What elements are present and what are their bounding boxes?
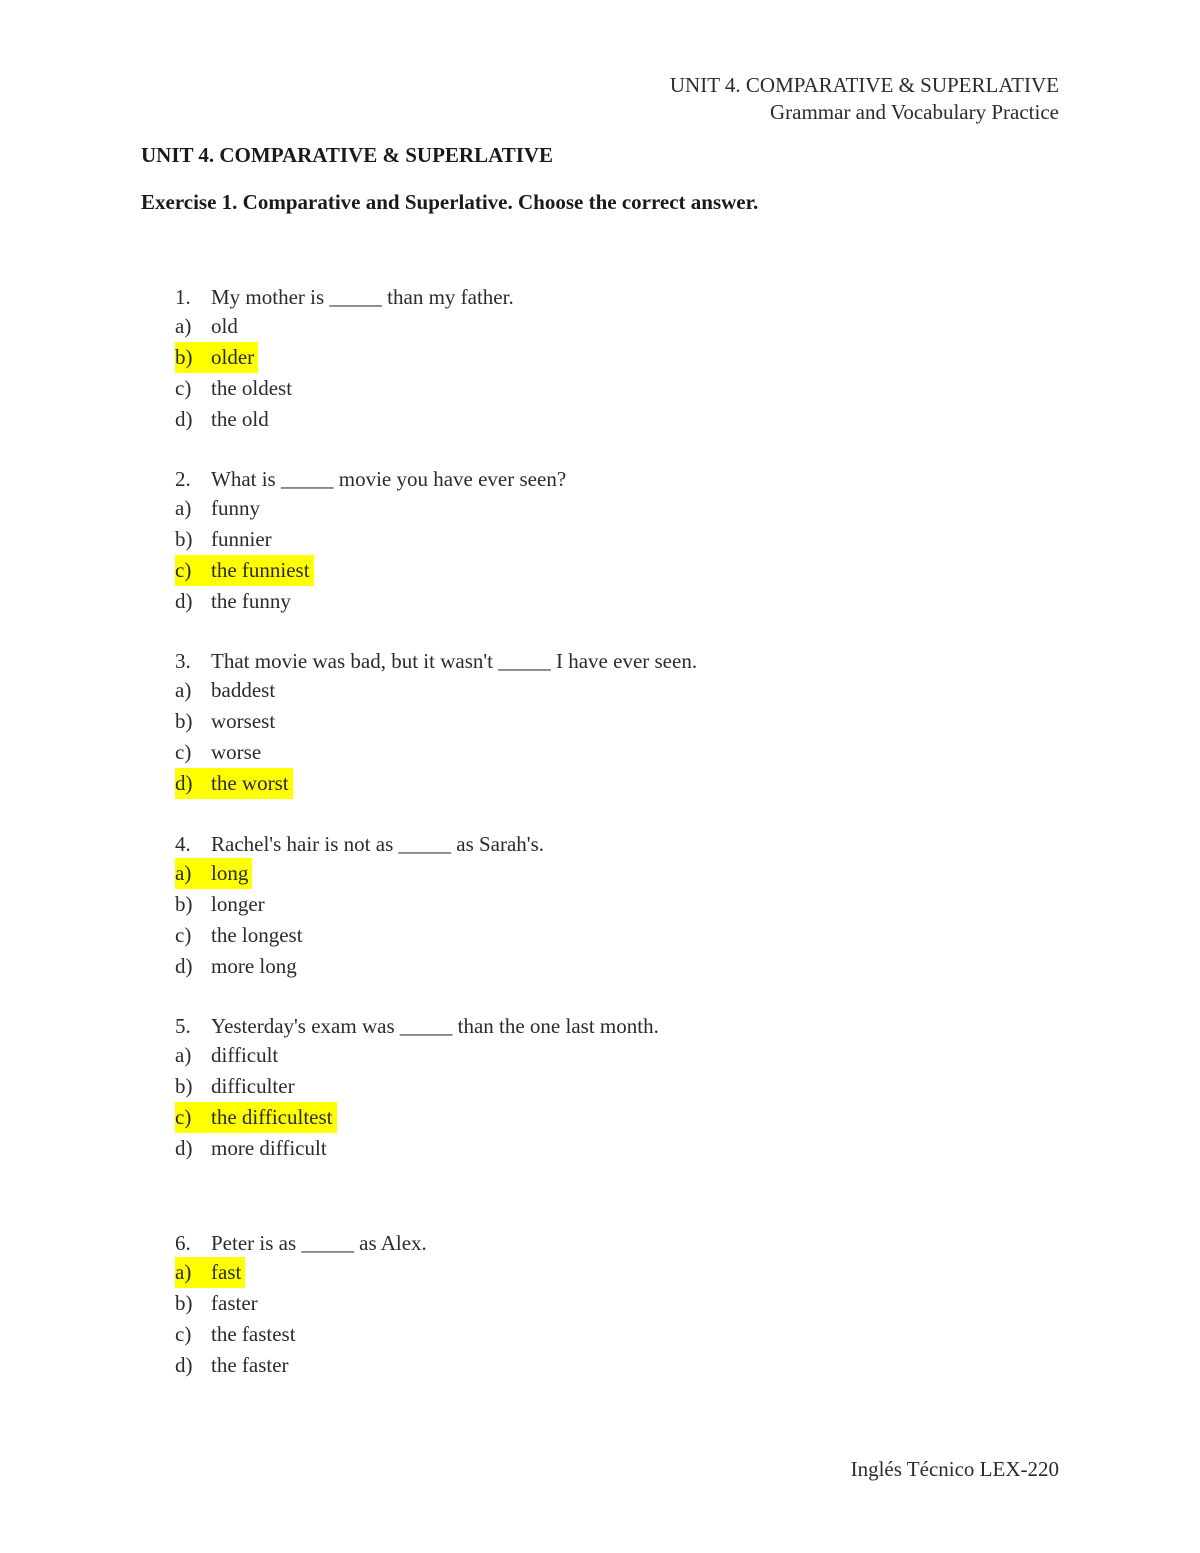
- question-3: [175, 648, 697, 799]
- exercise-title: Exercise 1. Comparative and Superlative. Choose the correct answer.: [141, 190, 759, 214]
- question-number: 1.: [175, 285, 191, 309]
- option-text: funnier: [211, 527, 272, 551]
- option-text: long: [211, 861, 249, 885]
- option-b: [175, 889, 544, 920]
- option-letter: c): [175, 376, 192, 400]
- option-text: difficulter: [211, 1074, 295, 1098]
- question-1: [175, 284, 514, 435]
- header-line-1: UNIT 4. COMPARATIVE & SUPERLATIVE: [669, 73, 1059, 97]
- option-text: difficult: [211, 1043, 279, 1067]
- question-text: [175, 1230, 427, 1257]
- option-a: [175, 1257, 427, 1288]
- option-text: the funniest: [211, 558, 310, 582]
- option-c: [175, 555, 566, 586]
- option-letter: d): [175, 954, 193, 978]
- question-prompt: What is _____ movie you have ever seen?: [211, 467, 567, 491]
- option-letter: d): [175, 407, 193, 431]
- option-c: [175, 1319, 427, 1350]
- option-d: [175, 1133, 659, 1164]
- option-c: [175, 920, 544, 951]
- question-text: [175, 648, 697, 675]
- page-footer: Inglés Técnico LEX-220: [850, 1457, 1059, 1481]
- question-5: [175, 1013, 659, 1164]
- question-text: [175, 466, 566, 493]
- option-text: fast: [211, 1260, 242, 1284]
- question-prompt: Rachel's hair is not as _____ as Sarah's.: [211, 832, 545, 856]
- option-text: the oldest: [211, 376, 293, 400]
- page-header: [670, 72, 1059, 126]
- question-prompt: That movie was bad, but it wasn't _____ I have ever seen.: [211, 649, 698, 673]
- option-letter: a): [175, 314, 192, 338]
- option-letter: a): [175, 861, 192, 885]
- option-d: [175, 586, 566, 617]
- question-6: [175, 1230, 427, 1381]
- option-letter: c): [175, 1322, 192, 1346]
- question-number: 3.: [175, 649, 191, 673]
- option-a: [175, 311, 514, 342]
- option-text: older: [211, 345, 255, 369]
- question-number: 6.: [175, 1231, 191, 1255]
- option-b: [175, 1071, 659, 1102]
- option-text: the fastest: [211, 1322, 296, 1346]
- option-letter: b): [175, 527, 193, 551]
- option-text: more long: [211, 954, 297, 978]
- option-letter: c): [175, 1105, 192, 1129]
- option-b: [175, 342, 514, 373]
- option-letter: c): [175, 740, 192, 764]
- option-text: the funny: [211, 589, 291, 613]
- question-text: [175, 1013, 659, 1040]
- option-text: the longest: [211, 923, 303, 947]
- option-c: [175, 737, 697, 768]
- option-text: the old: [211, 407, 269, 431]
- option-letter: b): [175, 1291, 193, 1315]
- question-number: 4.: [175, 832, 191, 856]
- option-list: [175, 1257, 427, 1381]
- option-text: longer: [211, 892, 265, 916]
- option-letter: b): [175, 709, 193, 733]
- option-text: faster: [211, 1291, 258, 1315]
- option-letter: d): [175, 771, 193, 795]
- option-d: [175, 951, 544, 982]
- option-letter: a): [175, 496, 192, 520]
- question-2: [175, 466, 566, 617]
- option-b: [175, 524, 566, 555]
- option-text: old: [211, 314, 238, 338]
- option-list: [175, 493, 566, 617]
- question-number: 2.: [175, 467, 191, 491]
- option-a: [175, 1040, 659, 1071]
- option-list: [175, 675, 697, 799]
- option-letter: a): [175, 678, 192, 702]
- question-text: [175, 284, 514, 311]
- question-4: [175, 831, 544, 982]
- option-letter: b): [175, 1074, 193, 1098]
- option-d: [175, 768, 697, 799]
- option-b: [175, 706, 697, 737]
- option-text: the difficultest: [211, 1105, 333, 1129]
- option-letter: a): [175, 1260, 192, 1284]
- option-c: [175, 1102, 659, 1133]
- option-letter: d): [175, 589, 193, 613]
- option-d: [175, 404, 514, 435]
- option-text: the worst: [211, 771, 289, 795]
- option-letter: c): [175, 923, 192, 947]
- option-text: worse: [211, 740, 262, 764]
- header-line-2: Grammar and Vocabulary Practice: [769, 100, 1059, 124]
- option-list: [175, 858, 544, 982]
- option-text: the faster: [211, 1353, 289, 1377]
- option-b: [175, 1288, 427, 1319]
- option-letter: d): [175, 1353, 193, 1377]
- option-list: [175, 311, 514, 435]
- option-list: [175, 1040, 659, 1164]
- option-c: [175, 373, 514, 404]
- option-text: more difficult: [211, 1136, 327, 1160]
- option-a: [175, 858, 544, 889]
- question-prompt: Peter is as _____ as Alex.: [211, 1231, 427, 1255]
- question-prompt: My mother is _____ than my father.: [211, 285, 514, 309]
- option-letter: b): [175, 345, 193, 369]
- option-text: worsest: [211, 709, 276, 733]
- question-number: 5.: [175, 1014, 191, 1038]
- option-a: [175, 493, 566, 524]
- option-text: funny: [211, 496, 260, 520]
- option-d: [175, 1350, 427, 1381]
- unit-title: UNIT 4. COMPARATIVE & SUPERLATIVE: [141, 143, 554, 167]
- option-text: baddest: [211, 678, 276, 702]
- question-text: [175, 831, 544, 858]
- option-a: [175, 675, 697, 706]
- option-letter: d): [175, 1136, 193, 1160]
- option-letter: a): [175, 1043, 192, 1067]
- option-letter: c): [175, 558, 192, 582]
- question-prompt: Yesterday's exam was _____ than the one last month.: [211, 1014, 659, 1038]
- option-letter: b): [175, 892, 193, 916]
